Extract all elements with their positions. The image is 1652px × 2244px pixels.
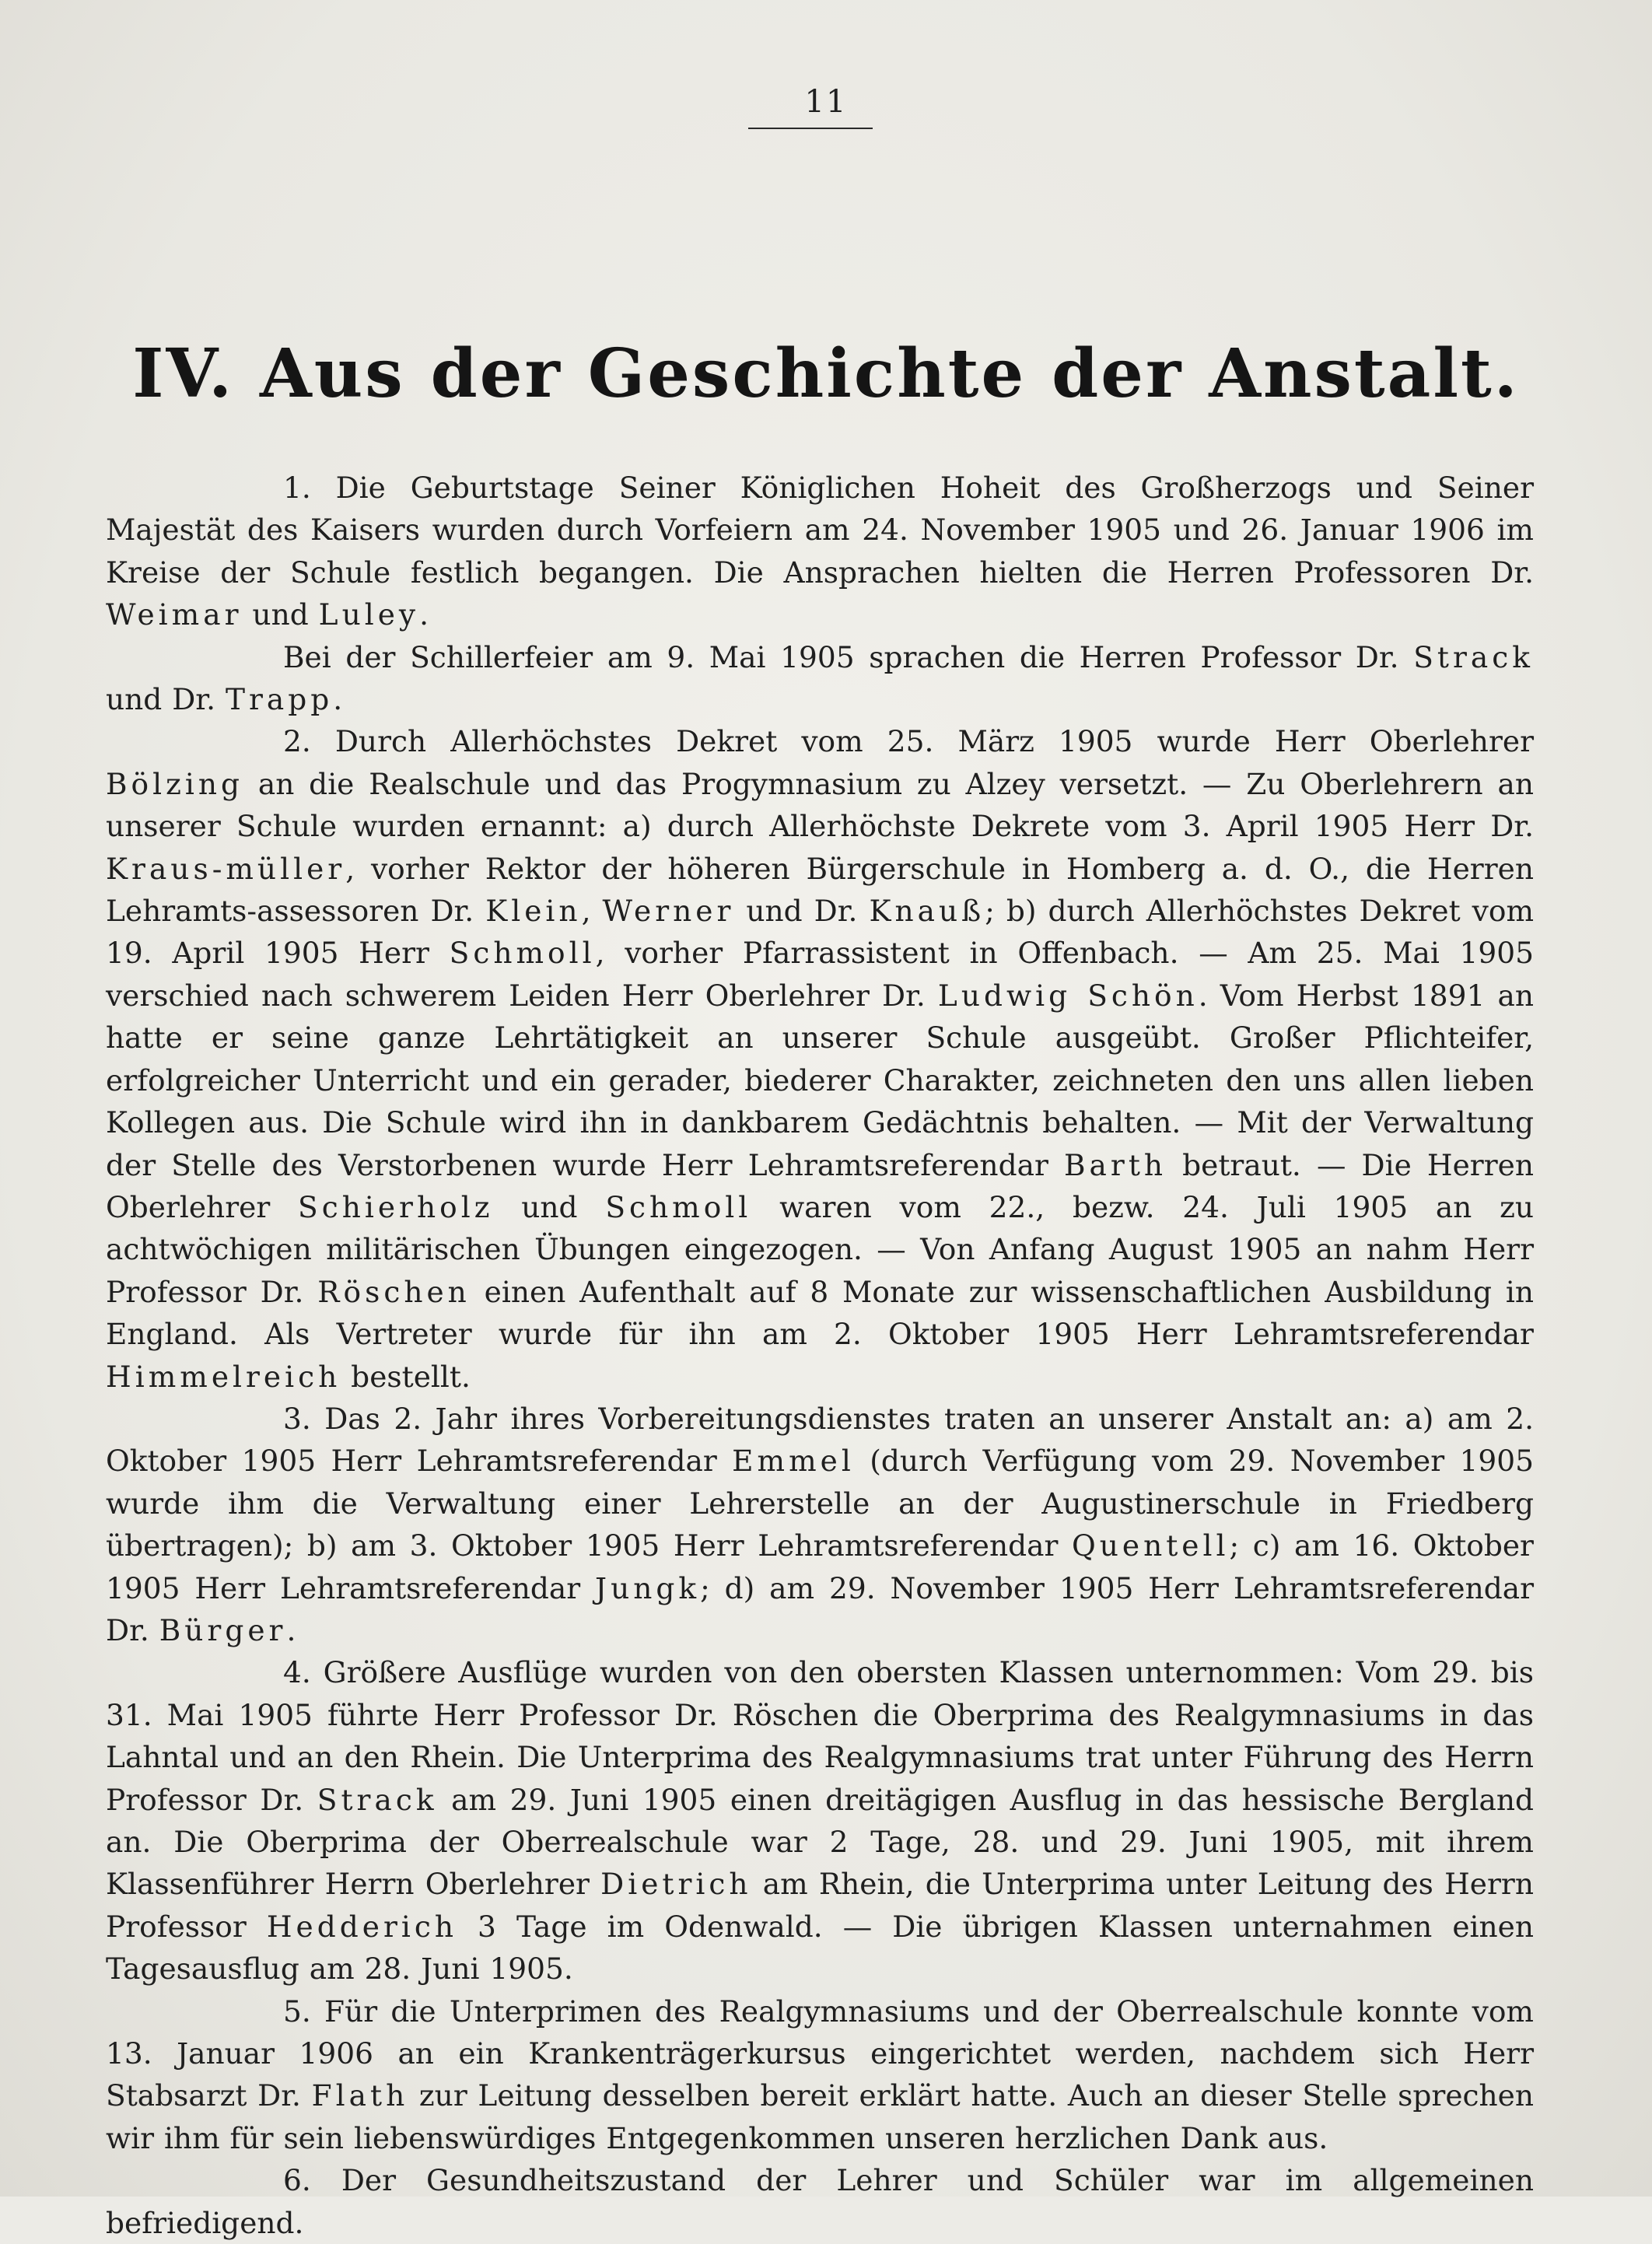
text-run: und Dr. [106,682,226,717]
section-heading: IV. Aus der Geschichte der Anstalt. [132,334,1520,413]
text-run: 3. Das 2. Jahr ihres Vorbereitungsdienstes traten an unserer Anstalt an: a) am 2. Oktober 1905 Herr Lehramtsreferendar [106,1401,1534,1479]
spaced-name: Knauß [869,894,985,929]
paragraph-3 [106,1398,1534,1651]
spaced-name: Schierholz [298,1189,494,1224]
text-run: 1. Die Geburtstage Seiner Königlichen Hoheit des Großherzogs und Seiner Majestät des Kaisers wurden durch Vorfeiern am 24. November 1905 und 26. Januar 1906 im Kreise der Schule festlich begangen. Die Ansprachen hielten die Herren Professoren Dr. [106,471,1534,590]
text-run: 6. Der Gesundheitszustand der Lehrer und Schüler war im allgemeinen befriedigend. [106,2163,1534,2240]
spaced-name: Strack [1413,639,1534,674]
text-run: und Dr. [734,894,870,929]
text-run: an die Realschule und das Progymnasium zu Alzey versetzt. — Zu Oberlehrern an unserer Schule wurden ernannt: a) durch Allerhöchste Dekrete vom 3. April 1905 Herr Dr. [106,766,1534,844]
spaced-name: Weimar [106,597,243,632]
spaced-name: Schmoll [449,936,596,971]
paragraph-6 [106,2159,1534,2244]
page-number: 11 [804,84,848,120]
text-run: 3 Tage im Odenwald. — Die übrigen Klassen unternahmen einen Tagesausflug am 28. Juni 1905. [106,1909,1534,1987]
text-run: betraut. — Die Herren Oberlehrer [106,1147,1535,1224]
spaced-name: Himmelreich [106,1359,341,1394]
text-run: . [286,1612,296,1647]
text-run: 2. Durch Allerhöchstes Dekret vom 25. März 1905 wurde Herr Oberlehrer [283,724,1534,759]
text-run: . [333,682,343,717]
text-run: am 29. Juni 1905 einen dreitägigen Ausflug in das hessische Bergland an. Die Oberprima der Oberrealschule war 2 Tage, 28. und 29. Juni 1905, mit ihrem Klassenführer Herrn Oberlehrer [106,1782,1534,1902]
spaced-name: Barth [1063,1147,1167,1182]
text-run: , vorher Rektor der höheren Bürgerschule in Homberg a. d. O., die Herren Lehramts-assessoren Dr. [106,851,1534,929]
spaced-name: Jungk [595,1570,701,1605]
text-run: am Rhein, die Unterprima unter Leitung des Herrn Professor [106,1867,1534,1944]
paragraph-2 [106,720,1534,1398]
body-text [106,467,1534,2244]
text-run: und [242,597,319,632]
paragraph-4 [106,1651,1534,1990]
spaced-name: Bürger [159,1612,287,1647]
spaced-name: Dietrich [600,1867,752,1902]
spaced-name: Flath [311,2078,409,2113]
text-run: . [419,597,429,632]
paragraph-1 [106,467,1534,636]
spaced-name: Werner [602,894,735,929]
text-run: ; c) am 16. Oktober 1905 Herr Lehramtsreferendar [106,1528,1534,1605]
text-run: 4. Größere Ausflüge wurden von den obersten Klassen unternommen: Vom 29. bis 31. Mai 1905 führte Herr Professor Dr. Röschen die Oberprima des Realgymnasiums in das Lahntal und an den Rhein. Die Unterprima des Realgymnasiums trat unter Führung des Herrn Professor Dr. [106,1655,1534,1817]
paragraph-5 [106,1990,1534,2160]
text-run: zur Leitung desselben bereit erklärt hatte. Auch an dieser Stelle sprechen wir ihm für sein liebenswürdiges Entgegenkommen unseren herzlichen Dank aus. [106,2078,1535,2155]
text-run: ; d) am 29. November 1905 Herr Lehramtsreferendar Dr. [106,1570,1535,1647]
text-run: bestellt. [341,1359,471,1394]
spaced-name: Emmel [732,1444,855,1479]
spaced-name: Strack [317,1782,438,1817]
text-run: und [493,1189,606,1224]
text-run: 5. Für die Unterprimen des Realgymnasiums und der Oberrealschule konnte vom 13. Januar 1906 an ein Krankenträgerkursus eingerichtet werden, nachdem sich Herr Stabsarzt Dr. [106,1994,1534,2113]
paragraph-1b [106,636,1534,721]
spaced-name: Klein [485,894,582,929]
text-run: waren vom 22., bezw. 24. Juli 1905 an zu achtwöchigen militärischen Übungen eingezogen. — Von Anfang August 1905 an nahm Herr Professor Dr. [106,1189,1535,1309]
text-run: . Vom Herbst 1891 an hatte er seine ganze Lehrtätigkeit an unserer Schule ausgeübt. Großer Pflichteifer, erfolgreicher Unterricht und ein gerader, biederer Charakter, zeichneten den uns allen lieben Kollegen aus. Die Schule wird ihn in dankbarem Gedächtnis behalten. — Mit der Verwaltung der Stelle des Verstorbenen wurde Herr Lehramtsreferendar [106,978,1534,1182]
text-run: , [581,894,603,929]
spaced-name: Kraus-müller [106,851,346,886]
spaced-name: Schmoll [605,1189,752,1224]
page-number-rule [748,128,873,129]
text-run: Bei der Schillerfeier am 9. Mai 1905 sprachen die Herren Professor Dr. [283,639,1414,674]
spaced-name: Luley [318,597,420,632]
spaced-name: Röschen [317,1274,471,1309]
spaced-name: Ludwig Schön [937,978,1199,1013]
spaced-name: Trapp [225,682,334,717]
spaced-name: Hedderich [266,1909,458,1944]
spaced-name: Bölzing [106,766,244,801]
text-run: , vorher Pfarrassistent in Offenbach. — Am 25. Mai 1905 verschied nach schwerem Leiden Herr Oberlehrer Dr. [106,936,1534,1013]
text-run: ; b) durch Allerhöchstes Dekret vom 19. April 1905 Herr [106,894,1534,971]
text-run: einen Aufenthalt auf 8 Monate zur wissenschaftlichen Ausbildung in England. Als Vertreter wurde für ihn am 2. Oktober 1905 Herr Lehramtsreferendar [106,1274,1534,1352]
spaced-name: Quentell [1072,1528,1230,1563]
text-run: (durch Verfügung vom 29. November 1905 wurde ihm die Verwaltung einer Lehrerstelle an der Augustinerschule in Friedberg übertragen); b) am 3. Oktober 1905 Herr Lehramtsreferendar [106,1444,1534,1563]
